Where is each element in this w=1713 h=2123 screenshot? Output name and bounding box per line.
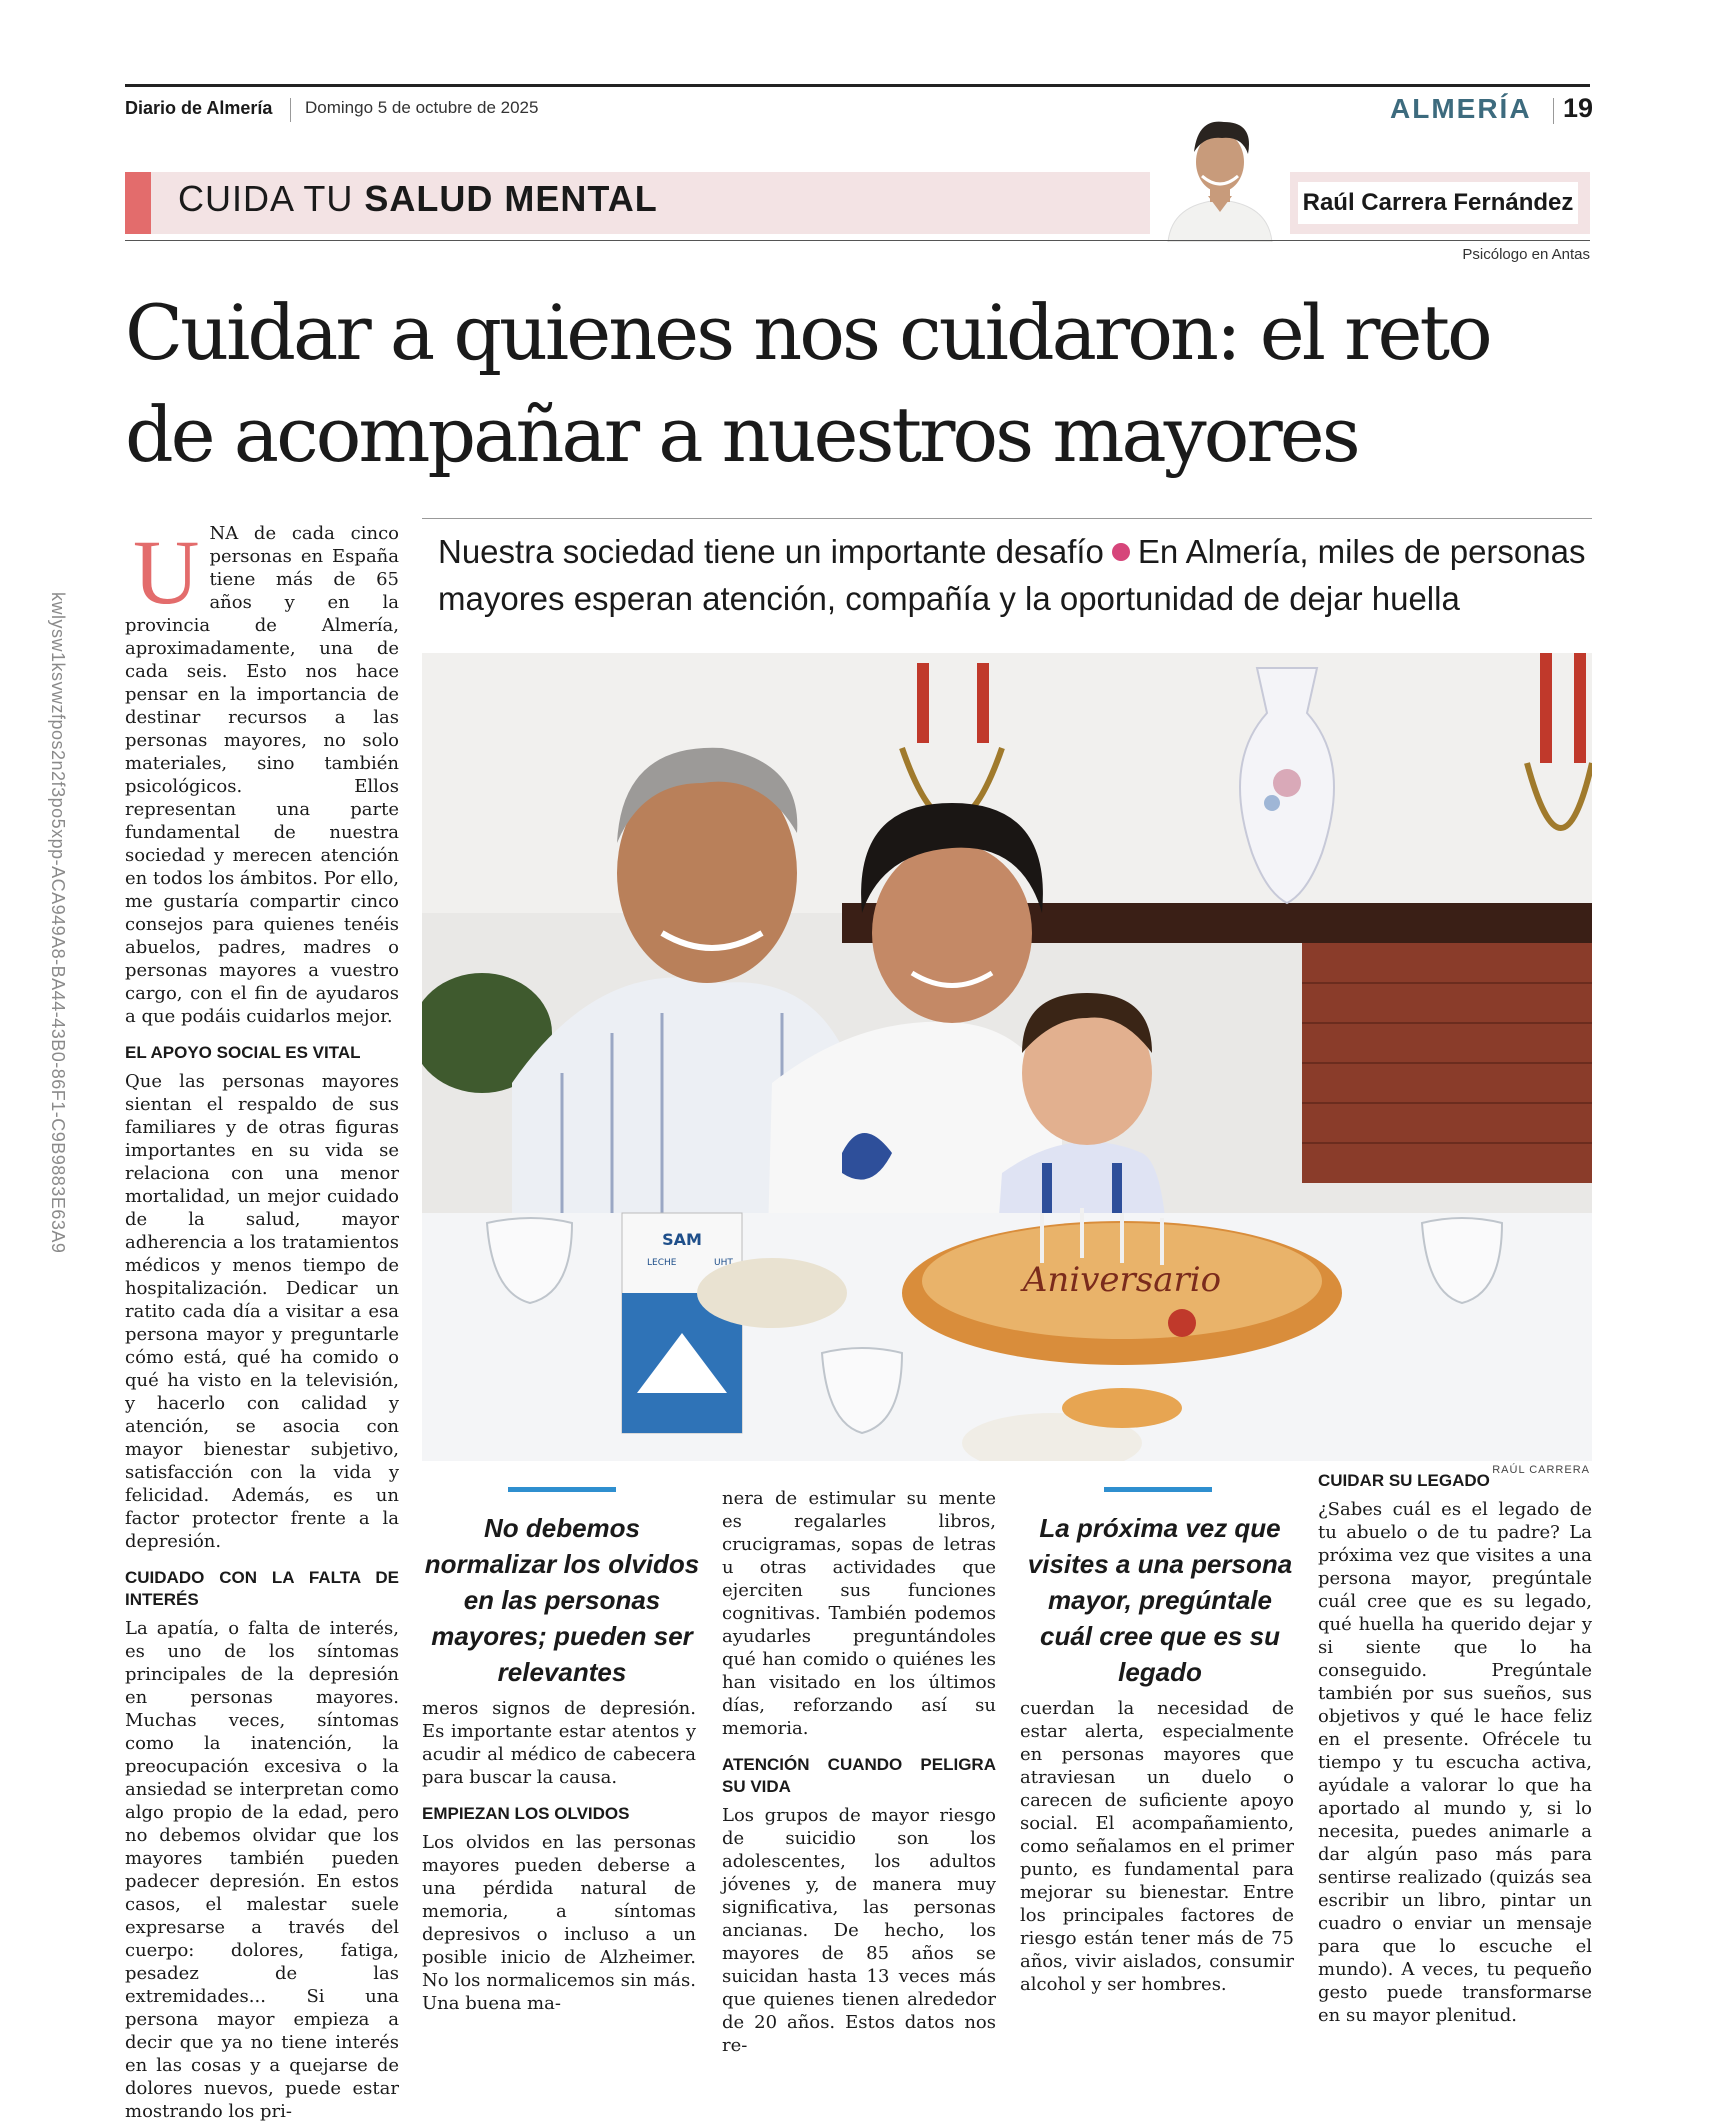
- top-rule: [125, 84, 1590, 87]
- column-1: [125, 522, 399, 2123]
- deck-rule: [422, 518, 1592, 519]
- column-2: [422, 1697, 696, 2015]
- cake-inscription: Aniversario: [1022, 1260, 1222, 1300]
- paragraph: nera de estimular su mente es regalarles libros, crucigramas, sopas de letras u otras actividades que ejerciten sus funciones cognitivas. También podemos ayudarles preguntándoles qué han comido o quiénes les han visitado en los últimos días, reforzando así su memoria.: [722, 1488, 996, 1739]
- paragraph: meros signos de depresión. Es importante estar atentos y acudir al médico de cabecera para buscar la causa.: [422, 1698, 696, 1788]
- quote-bar: [1104, 1487, 1212, 1492]
- subheading: CUIDADO CON LA FALTA DE INTERÉS: [125, 1568, 399, 1609]
- paragraph: La apatía, o falta de interés, es uno de los síntomas principales de la depresión en personas mayores. Muchas veces, síntomas como la inatención, la preocupación excesiva o la ansiedad se interpretan como algo propio de la edad, pero no debemos olvidar que los mayores también pueden padecer depresión. En estos casos, el malestar suele expresarse a través del cuerpo: dolores, fatiga, pesadez de las extremidades... Si una persona mayor empieza a decir que ya no tiene interés en las cosas y a quejarse de dolores nuevos, puede estar mostrando los pri-: [125, 1618, 399, 2122]
- subheading: EL APOYO SOCIAL ES VITAL: [125, 1043, 361, 1062]
- bullet-dot: [1112, 543, 1130, 561]
- carton-label: LECHE: [647, 1258, 677, 1268]
- pull-quote: La próxima vez que visites a una persona mayor, pregúntale cuál cree que es su legado: [1027, 1513, 1293, 1687]
- header-divider: [290, 98, 291, 122]
- band-accent: [125, 172, 151, 234]
- page-number: 19: [1563, 93, 1594, 123]
- paragraph: cuerdan la necesidad de estar alerta, especialmente en personas mayores que atraviesan un duelo o carecen de suficiente apoyo social. El acompañamiento, como señalamos en el primer punto, es fundamental para mejorar su bienestar. Entre los principales factores de riesgo están tener más de 75 años, vivir aislados, consumir alcohol y ser hombres.: [1020, 1698, 1294, 1995]
- drop-cap: U: [133, 521, 200, 623]
- column-4: [1020, 1697, 1294, 1996]
- column-title: CUIDA TU SALUD MENTAL: [178, 178, 658, 219]
- paragraph: NA de cada cinco personas en España tiene más de 65 años y en la provincia de Almería, aproximadamente, una de cada seis. Esto nos hace pensar en la importancia de destinar recursos a las personas mayores, no solo materiales, sino también psicológicos. Ellos representan una parte fundamental de nuestra sociedad y merecen atención en todos los ámbitos. Por ello, me gustaría compartir cinco consejos para quienes tenéis abuelos, padres, madres o personas mayores a vuestro cargo, con el fin de ayudaros a que podáis cuidarlos mejor.: [125, 523, 400, 1027]
- photo-credit: RAÚL CARRERA: [1492, 1464, 1590, 1476]
- carton-tag: UHT: [714, 1258, 733, 1268]
- deck: Nuestra sociedad tiene un importante desafío En Almería, miles de personas mayores esperan atención, compañía y la oportunidad de dejar huella: [438, 533, 1586, 617]
- side-tracking-code: kwlysw1ksvwzfpos2n2f3po5xpp-ACA949A8-BA44-43B0-86F1-C9B9883E63A9: [48, 592, 68, 1254]
- family-birthday-photo: [422, 653, 1592, 1461]
- subheading: ATENCIÓN CUANDO PELIGRA SU VIDA: [722, 1755, 996, 1796]
- paragraph: Los grupos de mayor riesgo de suicidio son los adolescentes, los adultos jóvenes y, de manera muy significativa, las personas ancianas. De hecho, los mayores de 85 años se suicidan hasta 13 veces más que quienes tienen alrededor de 20 años. Estos datos nos re-: [722, 1805, 996, 2056]
- band-rule: [125, 240, 1590, 241]
- subheading: EMPIEZAN LOS OLVIDOS: [422, 1804, 630, 1823]
- subheading: CUIDAR SU LEGADO: [1318, 1471, 1490, 1490]
- column-3: [722, 1487, 996, 2057]
- paragraph: ¿Sabes cuál es el legado de tu abuelo o de tu padre? La próxima vez que visites a una persona mayor, pregúntale cuál cree que es su legado, qué huella ha querido dejar y si siente que lo ha conseguido. Pregúntale también por sus sueños, sus objetivos y qué le hace feliz en el presente. Ofrécele tu tiempo y tu escucha activa, ayúdale a valorar lo que ha aportado al mundo y, si lo necesita, puedes animarle a dar algún paso más para sentirse realizado (quizás sea escribir un libro, pintar un cuadro o enviar un mensaje para que lo escuche el mundo). A veces, tu pequeño gesto puede transformarse en su mayor plenitud.: [1318, 1499, 1592, 2026]
- section-name: ALMERÍA: [1390, 93, 1532, 124]
- paragraph: Que las personas mayores sientan el respaldo de sus familiares y de otras figuras importantes en su vida se relaciona con una menor mortalidad, un mejor cuidado de la salud, mayor adherencia a los tratamientos médicos y menos tiempo de hospitalización. Dedicar un ratito cada día a visitar a esa persona mayor y preguntarle cómo está, qué ha comido o qué ha visto en la televisión, y hacerlo con calidad y atención, se asocia con mayor bienestar subjetivo, satisfacción con la vida y felicidad. Además, es un factor protector frente a la depresión.: [125, 1071, 399, 1552]
- author-name: Raúl Carrera Fernández: [1298, 182, 1578, 224]
- author-portrait: [1150, 112, 1290, 242]
- quote-bar: [508, 1487, 616, 1492]
- issue-date: Domingo 5 de octubre de 2025: [305, 98, 539, 117]
- newspaper-name: Diario de Almería: [125, 98, 273, 118]
- paragraph: Los olvidos en las personas mayores pueden deberse a una pérdida natural de memoria, a síntomas depresivos o incluso a un posible inicio de Alzheimer. No los normalicemos sin más. Una buena ma-: [422, 1832, 696, 2014]
- headline: Cuidar a quienes nos cuidaron: el reto de acompañar a nuestros mayores: [125, 288, 1490, 479]
- carton-brand: SAM: [662, 1230, 702, 1249]
- author-role: Psicólogo en Antas: [1462, 246, 1590, 263]
- pull-quote: No debemos normalizar los olvidos en las personas mayores; pueden ser relevantes: [424, 1513, 700, 1687]
- column-5: [1318, 1470, 1592, 2027]
- header-divider: [1553, 98, 1554, 124]
